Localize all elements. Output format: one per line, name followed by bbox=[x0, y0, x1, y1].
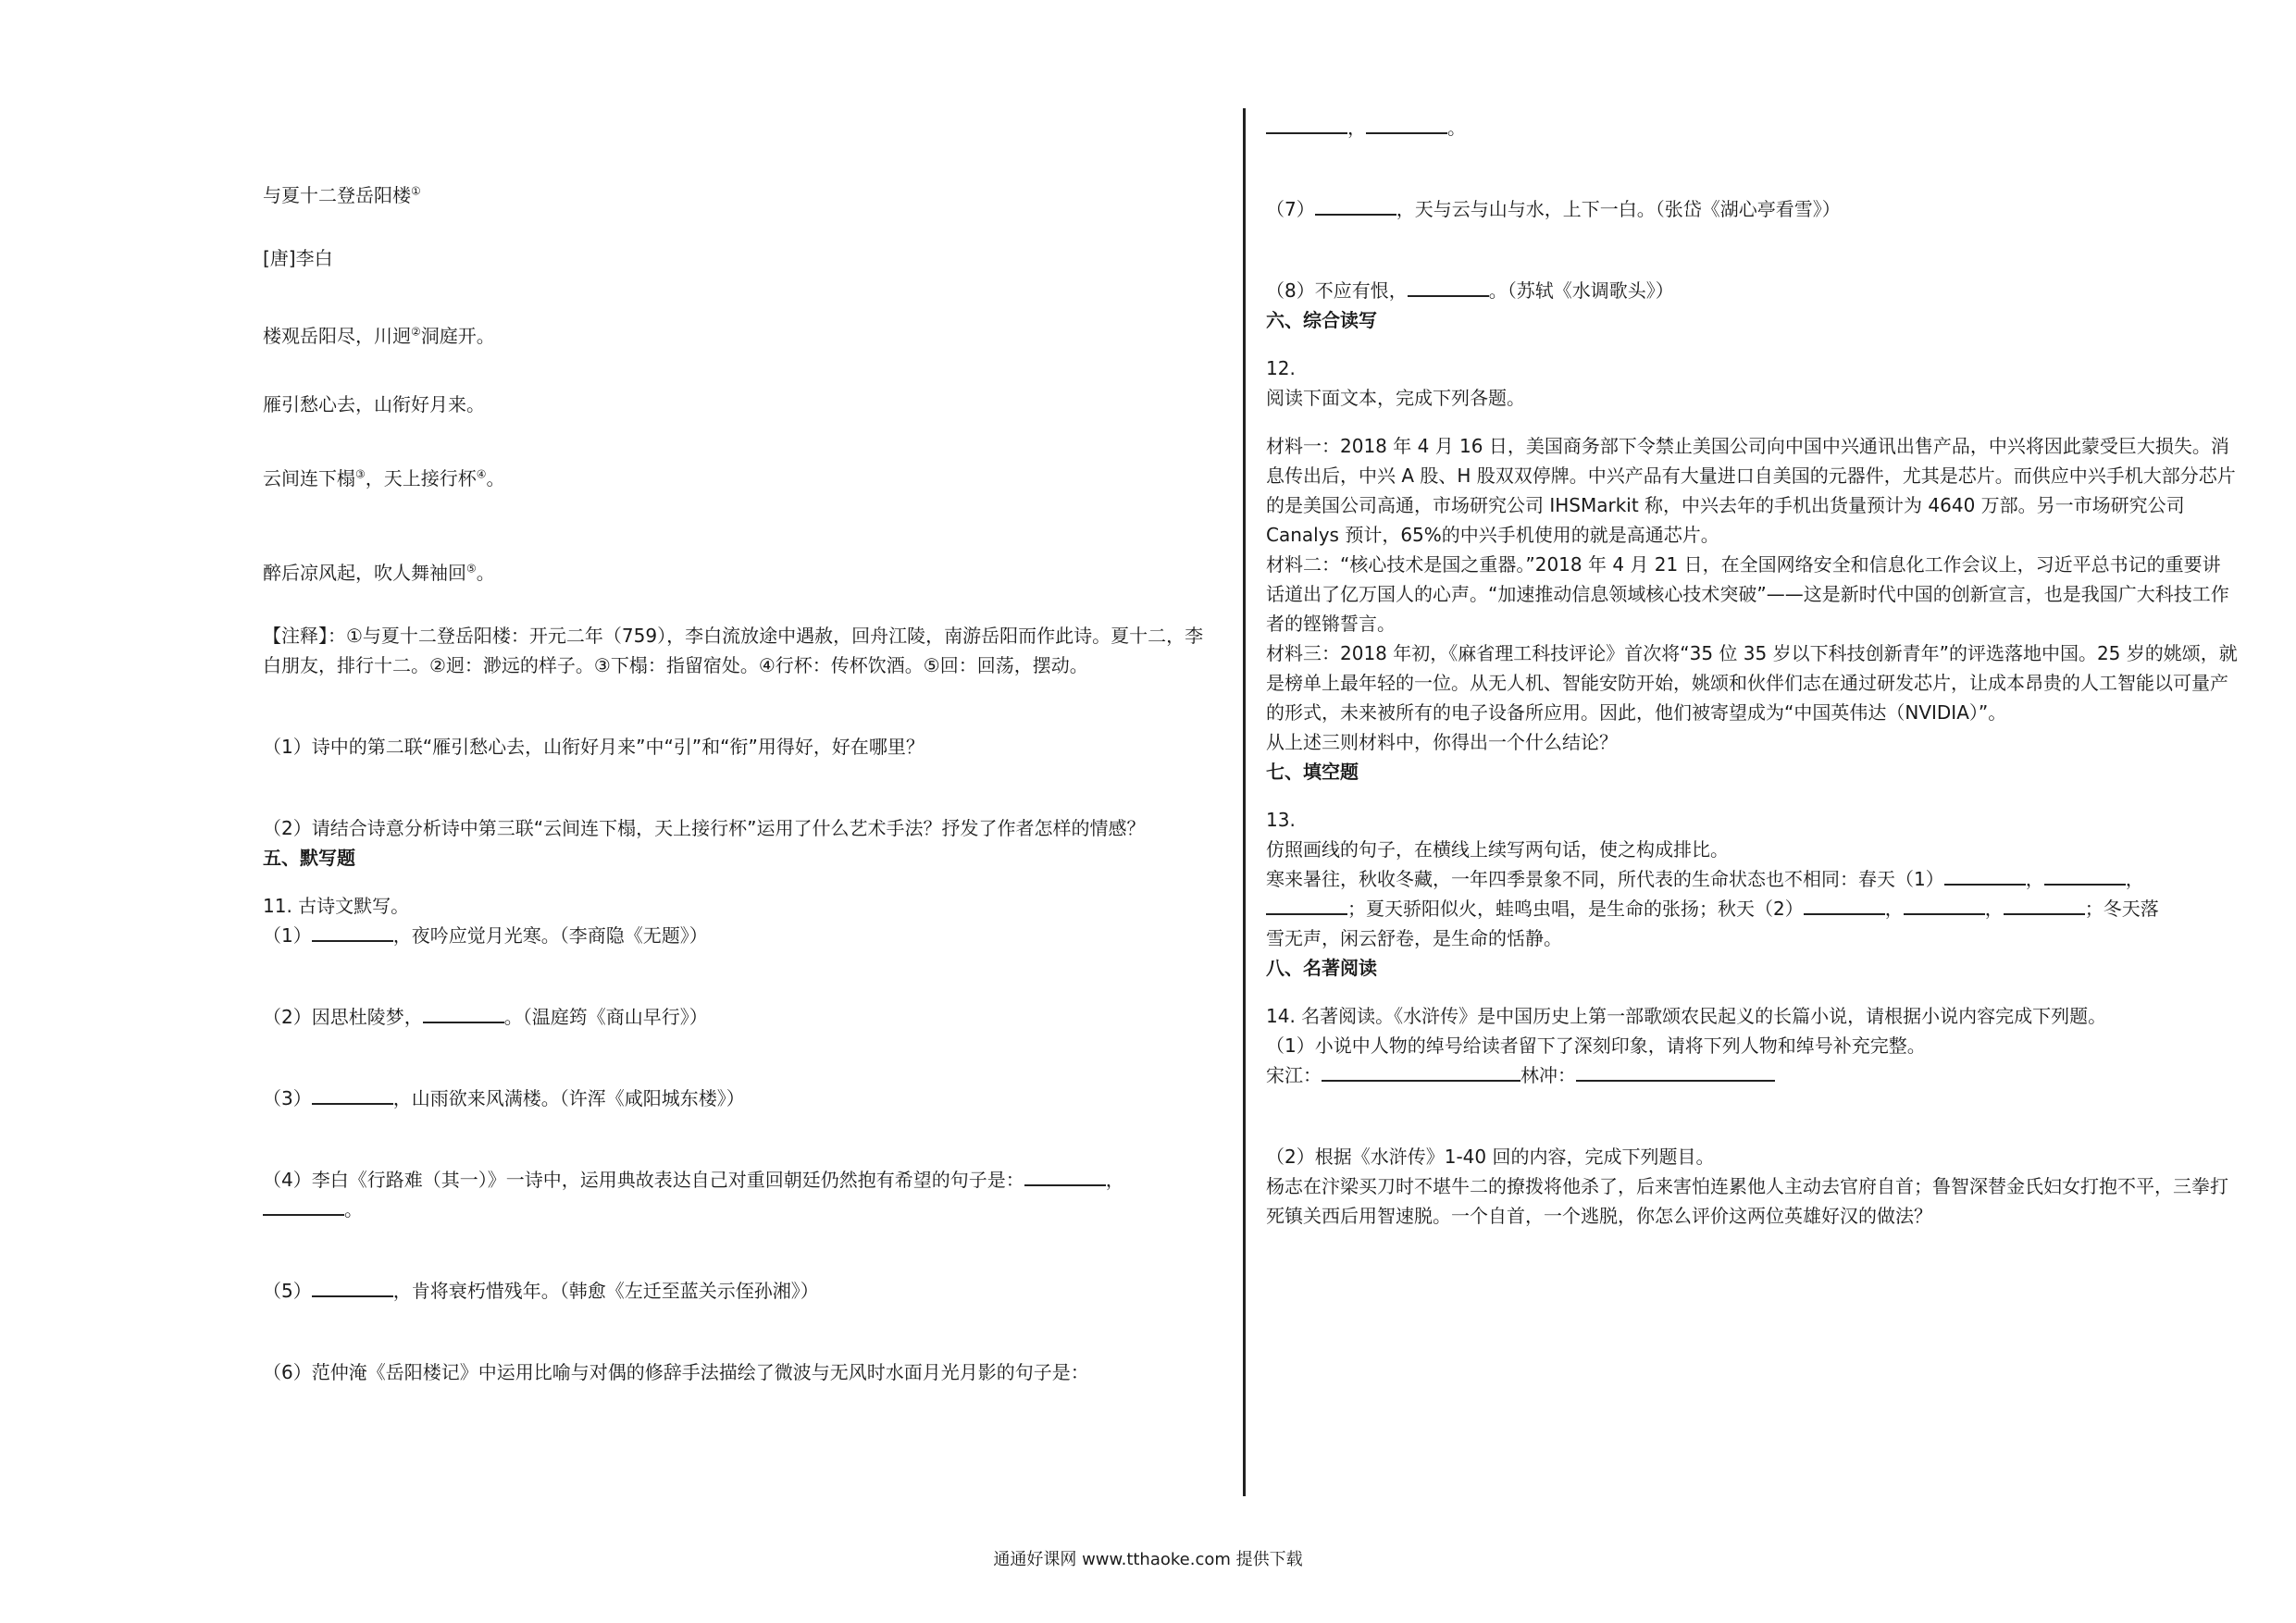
poem-title: 与夏十二登岳阳楼① bbox=[263, 184, 421, 206]
dictation-4-cont: 。 bbox=[263, 1195, 1221, 1224]
question-14-2: （2）根据《水浒传》1-40 回的内容，完成下列题目。 bbox=[1266, 1146, 1715, 1168]
question-13-number: 13. bbox=[1266, 809, 1296, 831]
question-12-prompt: 从上述三则材料中，你得出一个什么结论？ bbox=[1266, 731, 1618, 753]
dictation-5: （5） ，肯将衰朽惜残年。（韩愈《左迁至蓝关示侄孙湘》） bbox=[263, 1280, 819, 1302]
answer-blank[interactable] bbox=[1366, 116, 1447, 134]
answer-blank[interactable] bbox=[1804, 897, 1885, 915]
answer-blank[interactable] bbox=[1322, 1063, 1520, 1082]
question-14-2-text: 杨志在汴梁买刀时不堪牛二的撩拨将他杀了，后来害怕连累他人主动去官府自首；鲁智深替金氏妇女打抱不平，三拳打死镇关西后用智速脱。一个自首，一个逃脱，你怎么评价这两位英雄好汉的做法？ bbox=[1266, 1175, 2228, 1227]
poem-author: [唐]李白 bbox=[263, 247, 333, 269]
question-10-1: （1）诗中的第二联“雁引愁心去，山衔好月来”中“引”和“衔”用得好，好在哪里？ bbox=[263, 736, 925, 758]
material-3: 材料三：2018 年初，《麻省理工科技评论》首次将“35 位 35 岁以下科技创新青年”的评选落地中国。25 岁的姚颂，就是榜单上最年轻的一位。从无人机、智能安防开始，姚颂和伙伴们志在通过研发芯片，让成本昂贵的人工智能以可量产的形式，未来被所有的电子设备所应用。因此，他们被寄望成为“中国英伟达（NVIDIA）”。 bbox=[1266, 642, 2238, 724]
section-5-title: 五、默写题 bbox=[263, 847, 355, 869]
page-footer: 通通好课网 www.tthaoke.com 提供下载 bbox=[993, 1550, 1303, 1569]
dictation-8: （8）不应有恨， 。（苏轼《水调歌头》） bbox=[1266, 279, 1674, 302]
poem-notes: 【注释】：①与夏十二登岳阳楼：开元二年（759），李白流放途中遇赦，回舟江陵，南游岳阳而作此诗。夏十二，李白朋友，排行十二。②迥：渺远的样子。③下榻：指留宿处。④行杯：传杯饮酒。⑤回：回荡，摆动。 bbox=[263, 625, 1204, 676]
dictation-6-cont: ， 。 bbox=[1266, 113, 2238, 142]
answer-blank[interactable] bbox=[1024, 1168, 1106, 1186]
dictation-2: （2）因思杜陵梦， 。（温庭筠《商山早行》） bbox=[263, 1006, 708, 1028]
answer-blank[interactable] bbox=[423, 1005, 504, 1023]
answer-blank[interactable] bbox=[312, 1086, 393, 1105]
answer-blank[interactable] bbox=[1266, 897, 1347, 915]
dictation-1: （1） ，夜吟应觉月光寒。（李商隐《无题》） bbox=[263, 924, 708, 947]
nickname-line: 宋江： 林冲： bbox=[1266, 1060, 2238, 1090]
poem-line-2: 雁引愁心去，山衔好月来。 bbox=[263, 393, 485, 415]
question-12-number: 12. bbox=[1266, 357, 1296, 379]
answer-blank[interactable] bbox=[1266, 116, 1347, 134]
section-7-title: 七、填空题 bbox=[1266, 761, 1359, 783]
answer-blank[interactable] bbox=[1315, 197, 1396, 216]
answer-blank[interactable] bbox=[1576, 1063, 1775, 1082]
answer-blank[interactable] bbox=[1904, 897, 1985, 915]
material-2: 材料二：“核心技术是国之重器。”2018 年 4 月 21 日，在全国网络安全和信息化工作会议上，习近平总书记的重要讲话道出了亿万国人的心声。“加速推动信息领域核心技术突破”——这是新时代中国的创新宣言，也是我国广大科技工作者的铿锵誓言。 bbox=[1266, 553, 2229, 635]
left-column bbox=[263, 102, 1221, 1387]
column-divider bbox=[1243, 108, 1246, 1496]
dictation-4: （4）李白《行路难（其一）》一诗中，运用典故表达自己对重回朝廷仍然抱有希望的句子是： ， bbox=[263, 1169, 1124, 1191]
question-10-2: （2）请结合诗意分析诗中第三联“云间连下榻，天上接行杯”运用了什么艺术手法？抒发了作者怎样的情感？ bbox=[263, 817, 1146, 839]
dictation-6: （6）范仲淹《岳阳楼记》中运用比喻与对偶的修辞手法描绘了微波与无风时水面月光月影的句子是： bbox=[263, 1361, 1089, 1383]
parallel-line-3: 雪无声，闲云舒卷，是生命的恬静。 bbox=[1266, 927, 1562, 949]
question-14-intro: 14. 名著阅读。《水浒传》是中国历史上第一部歌颂农民起义的长篇小说，请根据小说内容完成下列题。 bbox=[1266, 1005, 2107, 1027]
answer-blank[interactable] bbox=[2004, 897, 2085, 915]
answer-blank[interactable] bbox=[2044, 867, 2126, 886]
parallel-line-1: 寒来暑往，秋收冬藏，一年四季景象不同，所代表的生命状态也不相同：春天（1） ， ， bbox=[1266, 868, 2144, 890]
question-11-intro: 11. 古诗文默写。 bbox=[263, 895, 410, 917]
question-13-intro: 仿照画线的句子，在横线上续写两句话，使之构成排比。 bbox=[1266, 838, 1729, 861]
answer-blank[interactable] bbox=[1944, 867, 2026, 886]
answer-blank[interactable] bbox=[312, 923, 393, 942]
material-1: 材料一：2018 年 4 月 16 日，美国商务部下令禁止美国公司向中国中兴通讯出售产品，中兴将因此蒙受巨大损失。消息传出后，中兴 A 股、H 股双双停牌。中兴产品有大量进口自美国的元器件，尤其是芯片。而供应中兴手机大部分芯片的是美国公司高通，市场研究公司 IHSMarkit 称，中兴去年的手机出货量预计为 4640 万部。另一市场研究公司 Canalys 预计，65%的中兴手机使用的就是高通芯片。 bbox=[1266, 435, 2236, 546]
section-8-title: 八、名著阅读 bbox=[1266, 957, 1377, 979]
answer-blank[interactable] bbox=[1408, 279, 1489, 297]
section-6-title: 六、综合读写 bbox=[1266, 309, 1377, 331]
dictation-3: （3） ，山雨欲来风满楼。（许浑《咸阳城东楼》） bbox=[263, 1087, 745, 1109]
answer-blank[interactable] bbox=[312, 1279, 393, 1297]
poem-line-4: 醉后凉风起，吹人舞袖回⑤。 bbox=[263, 562, 495, 584]
right-column bbox=[1266, 102, 2238, 1231]
poem-line-3: 云间连下榻③，天上接行杯④。 bbox=[263, 467, 505, 489]
parallel-line-2: ；夏天骄阳似火，蛙鸣虫唱，是生命的张扬；秋天（2） ， ， ；冬天落 bbox=[1266, 894, 2238, 923]
question-14-1: （1）小说中人物的绰号给读者留下了深刻印象，请将下列人物和绰号补充完整。 bbox=[1266, 1035, 1926, 1057]
dictation-7: （7） ，天与云与山与水，上下一白。（张岱《湖心亭看雪》） bbox=[1266, 198, 1841, 220]
question-12-intro: 阅读下面文本，完成下列各题。 bbox=[1266, 387, 1525, 409]
answer-blank[interactable] bbox=[263, 1197, 344, 1216]
poem-line-1: 楼观岳阳尽，川迥②洞庭开。 bbox=[263, 325, 495, 347]
